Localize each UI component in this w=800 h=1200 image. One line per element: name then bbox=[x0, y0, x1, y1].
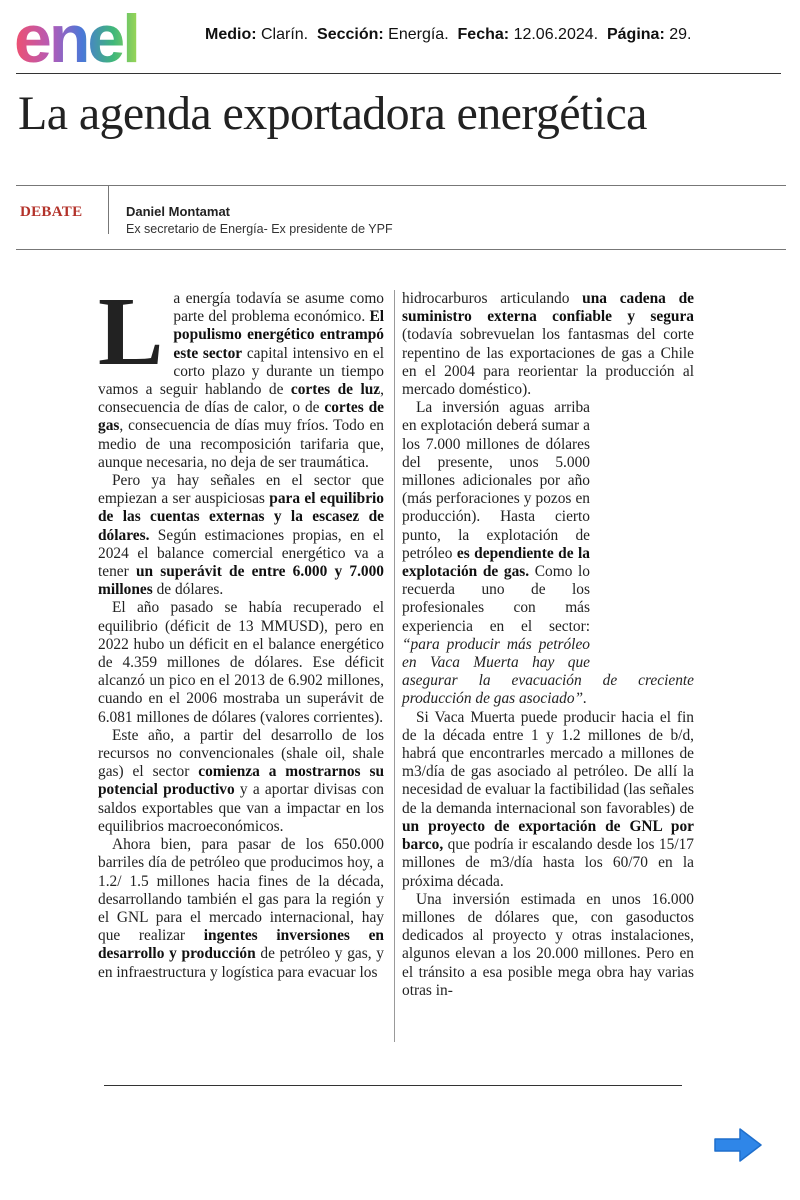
pagina-label: Página: bbox=[606, 26, 665, 43]
fecha-value: 12.06.2024. bbox=[513, 26, 599, 43]
author-role: Ex secretario de Energía- Ex presidente de YPF bbox=[126, 222, 393, 236]
paragraph: El año pasado se había recuperado el equilibrio (déficit de 13 MMUSD), pero en 2022 hubo un déficit en el balance energético de 4.359 millones de dólares. Ese déficit alcanzó un pico en el 2013 de 6.902 millones, cuando en el 2006 mostraba un superávit de 6.081 millones de dólares (valores corrientes). bbox=[98, 599, 384, 726]
right-arrow-icon[interactable] bbox=[712, 1126, 764, 1164]
author-name: Daniel Montamat bbox=[126, 204, 231, 219]
header-divider bbox=[16, 73, 781, 74]
svg-text:enel: enel bbox=[14, 6, 139, 68]
paragraph: Si Vaca Muerta puede producir hacia el fin de la década entre 1 y 1.2 millones de b/d, habrá que encontrarles mercado a millones de m3/día de gas asociado al petróleo. De allí la necesidad de evaluar la factibilidad (las señales de la demanda internacional son favorables) de un proyecto de exportación de GNL por barco, que podría ir escalando desde los 15/17 millones de m3/día hasta los 60/70 en la próxima década. bbox=[402, 708, 694, 890]
paragraph: Ahora bien, para pasar de los 650.000 barriles día de petróleo que producimos hoy, a 1.2/ 1.5 millones hacia fines de la década, desarrollando también el gas para la región y el GNL para el mercado internacional, hay que realizar ingentes inversiones en desarrollo y producción de petróleo y gas, y en infraestructura y logística para evacuar los bbox=[98, 836, 384, 981]
paragraph: Una inversión estimada en unos 16.000 millones de dólares que, con gasoductos dedicados al proyecto y otras instalaciones, algunos elevan a los 20.000 millones. Pero en el tránsito a esa posible mega obra hay varias otras in- bbox=[402, 890, 694, 999]
article-column-left bbox=[98, 278, 385, 982]
paragraph: La energía todavía se asume como parte del problema económico. El populismo energético entrampó este sector capital intensivo en el corto plazo y durante un tiempo vamos a seguir hablando de cortes de luz, consecuencia de días de calor, o de cortes de gas, consecuencia de días muy fríos. Todo en medio de una recomposición tarifaria que, aunque necesaria, no deja de ser traumática. bbox=[98, 278, 385, 471]
pull-quote: “para producir más petróleo en Vaca Muerta hay que asegurar la evacuación de creciente producción de gas asociado”. bbox=[402, 635, 694, 708]
drop-cap: L bbox=[98, 278, 164, 386]
paragraph: Este año, a partir del desarrollo de los recursos no convencionales (shale oil, shale gas) el sector comienza a mostrarnos su potencial productivo y a aportar divisas con saldos exportables que van a impactar en los equilibrios macroeconómicos. bbox=[98, 726, 385, 835]
byline-divider-top bbox=[16, 185, 786, 186]
article-headline: La agenda exportadora energética bbox=[18, 87, 647, 140]
medio-label: Medio: bbox=[205, 26, 257, 43]
article-column-right bbox=[402, 290, 694, 1000]
press-clipping-meta bbox=[205, 26, 691, 44]
byline-divider-bottom bbox=[16, 249, 786, 250]
paragraph: La inversión aguas arriba en explotación deberá sumar a los 7.000 millones de dólares del presente, unos 5.000 millones adicionales por año (más perforaciones y pozos en producción). Hasta cierto punto, la explotación de petróleo es dependiente de la explotación de gas. Como lo recuerda uno de los profesionales con más experiencia en el sector: “para producir más petróleo en Vaca Muerta hay que asegurar la evacuación de creciente producción de gas asociado”. bbox=[402, 399, 694, 708]
paragraph: Pero ya hay señales en el sector que empiezan a ser auspiciosas para el equilibrio de las cuentas externas y la escasez de dólares. Según estimaciones propias, en el 2024 el balance comercial energético va a tener un superávit de entre 6.000 y 7.000 millones de dólares. bbox=[98, 472, 384, 599]
section-tag: DEBATE bbox=[20, 204, 83, 220]
column-divider bbox=[394, 290, 395, 1042]
byline-vertical-divider bbox=[108, 186, 109, 234]
footer-divider bbox=[104, 1085, 682, 1086]
fecha-label: Fecha: bbox=[457, 26, 510, 43]
image-notch bbox=[598, 399, 694, 661]
paragraph: hidrocarburos articulando una cadena de suministro externa confiable y segura (todavía sobrevuelan los fantasmas del corte repentino de las exportaciones de gas a Chile en el 2004 para reorientar la producción al mercado doméstico). bbox=[402, 290, 694, 399]
seccion-label: Sección: bbox=[317, 26, 384, 43]
seccion-value: Energía. bbox=[388, 26, 449, 43]
pagina-value: 29. bbox=[669, 26, 692, 43]
medio-value: Clarín. bbox=[261, 26, 309, 43]
enel-logo bbox=[14, 6, 184, 68]
